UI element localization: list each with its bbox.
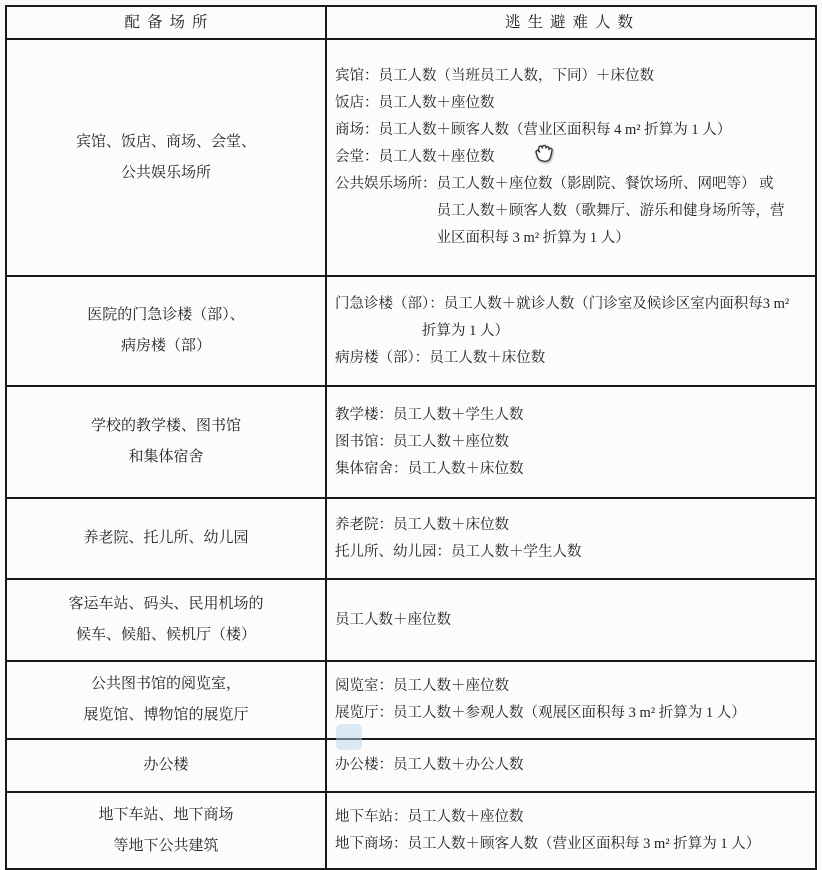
place-line: 医院的门急诊楼（部）、 bbox=[87, 307, 245, 323]
count-line: 宾馆：员工人数（当班员工人数，下同）＋床位数 bbox=[335, 68, 654, 84]
place-cell bbox=[7, 580, 327, 660]
header-label-count: 逃生避难人数 bbox=[504, 14, 640, 31]
count-line: 图书馆：员工人数＋座位数 bbox=[335, 433, 509, 450]
place-cell bbox=[7, 387, 327, 497]
table-row bbox=[7, 740, 815, 793]
count-cell bbox=[327, 580, 815, 660]
count-cell bbox=[327, 387, 815, 497]
place-line: 客运车站、码头、民用机场的 bbox=[68, 596, 264, 612]
count-line: 展览厅：员工人数＋参观人数（观展区面积每 3 m² 折算为 1 人） bbox=[335, 705, 746, 721]
place-line: 公共图书馆的阅览室， bbox=[90, 676, 241, 692]
place-cell bbox=[7, 793, 327, 868]
place-cell bbox=[7, 740, 327, 791]
count-line: 地下商场：员工人数＋顾客人数（营业区面积每 3 m² 折算为 1 人） bbox=[335, 835, 761, 852]
count-line: 集体宿舍：员工人数＋床位数 bbox=[335, 460, 524, 477]
count-cell bbox=[327, 40, 815, 275]
header-label-place: 配备场所 bbox=[124, 14, 215, 31]
count-line: 公共娱乐场所：员工人数＋座位数（影剧院、餐饮场所、网吧等） 或 bbox=[335, 176, 774, 192]
watermark-artifact bbox=[336, 724, 362, 750]
place-line: 办公楼 bbox=[143, 757, 189, 773]
count-line: 阅览室：员工人数＋座位数 bbox=[335, 678, 509, 694]
count-line: 门急诊楼（部）：员工人数＋就诊人数（门诊室及候诊区室内面积每3 m² bbox=[335, 295, 790, 312]
place-cell bbox=[7, 662, 327, 738]
count-cell bbox=[327, 277, 815, 385]
count-line: 托儿所、幼儿园：员工人数＋学生人数 bbox=[335, 543, 582, 560]
table-row bbox=[7, 580, 815, 662]
evacuation-headcount-table bbox=[5, 5, 817, 870]
table-row bbox=[7, 793, 815, 868]
count-line: 折算为 1 人） bbox=[335, 322, 509, 339]
count-line: 员工人数＋座位数 bbox=[335, 611, 451, 628]
count-cell bbox=[327, 499, 815, 578]
table-row bbox=[7, 40, 815, 277]
table-row bbox=[7, 277, 815, 387]
header-cell-place bbox=[7, 7, 327, 38]
place-line: 展览馆、博物馆的展览厅 bbox=[83, 707, 249, 723]
count-line: 业区面积每 3 m² 折算为 1 人） bbox=[335, 230, 630, 246]
table-header-row bbox=[7, 7, 815, 40]
table-row bbox=[7, 662, 815, 740]
count-cell bbox=[327, 740, 815, 791]
place-line: 和集体宿舍 bbox=[128, 449, 204, 465]
count-line: 办公楼：员工人数＋办公人数 bbox=[335, 757, 524, 773]
count-line: 会堂：员工人数＋座位数 bbox=[335, 149, 495, 165]
count-line: 教学楼：员工人数＋学生人数 bbox=[335, 406, 524, 423]
header-cell-count bbox=[327, 7, 815, 38]
place-cell bbox=[7, 499, 327, 578]
count-line: 病房楼（部）：员工人数＋床位数 bbox=[335, 349, 546, 366]
place-line: 等地下公共建筑 bbox=[113, 837, 219, 854]
place-cell bbox=[7, 277, 327, 385]
place-line: 宾馆、饭店、商场、会堂、 bbox=[75, 133, 256, 150]
count-line: 养老院：员工人数＋床位数 bbox=[335, 516, 509, 533]
count-line: 员工人数＋顾客人数（歌舞厅、游乐和健身场所等，营 bbox=[335, 203, 785, 219]
place-line: 候车、候船、候机厅（楼） bbox=[75, 627, 256, 643]
place-line: 地下车站、地下商场 bbox=[98, 806, 234, 823]
place-cell bbox=[7, 40, 327, 275]
table-body bbox=[7, 40, 815, 868]
place-line: 学校的教学楼、图书馆 bbox=[90, 418, 241, 434]
count-cell bbox=[327, 793, 815, 868]
count-line: 地下车站：员工人数＋座位数 bbox=[335, 808, 524, 825]
table-row bbox=[7, 387, 815, 499]
place-line: 公共娱乐场所 bbox=[120, 164, 211, 181]
count-line: 商场：员工人数＋顾客人数（营业区面积每 4 m² 折算为 1 人） bbox=[335, 122, 732, 138]
count-line: 饭店：员工人数＋座位数 bbox=[335, 95, 495, 111]
place-line: 病房楼（部） bbox=[120, 338, 211, 354]
count-cell bbox=[327, 662, 815, 738]
table-row bbox=[7, 499, 815, 580]
place-line: 养老院、托儿所、幼儿园 bbox=[83, 530, 249, 546]
